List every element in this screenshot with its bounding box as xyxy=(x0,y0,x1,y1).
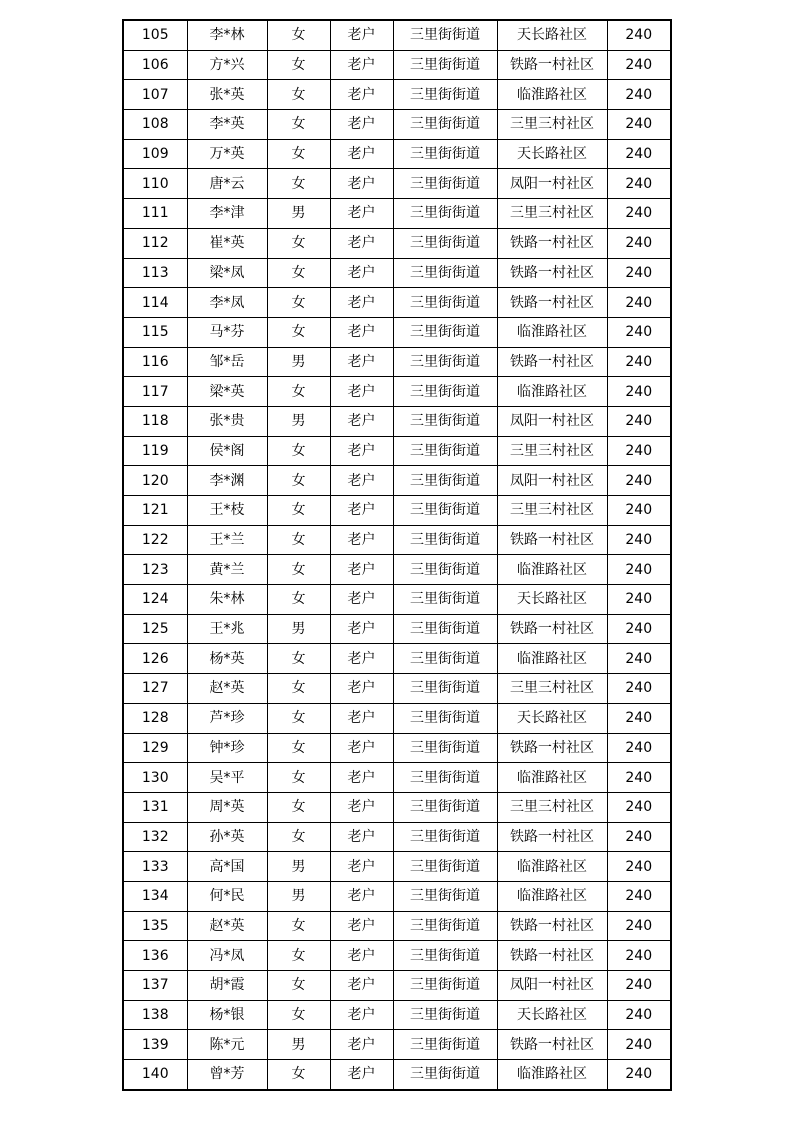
table-row xyxy=(123,1030,671,1060)
table-row xyxy=(123,881,671,911)
row-number-cell: 116 xyxy=(123,347,187,377)
name-cell: 崔*英 xyxy=(187,228,267,258)
table-row xyxy=(123,644,671,674)
name-cell: 李*津 xyxy=(187,199,267,229)
name-cell: 万*英 xyxy=(187,139,267,169)
gender-cell: 女 xyxy=(267,525,330,555)
community-cell: 天长路社区 xyxy=(497,585,607,615)
household-type-cell: 老户 xyxy=(330,258,393,288)
amount-cell: 240 xyxy=(607,703,671,733)
gender-cell: 女 xyxy=(267,110,330,140)
name-cell: 芦*珍 xyxy=(187,703,267,733)
table-row xyxy=(123,585,671,615)
gender-cell: 女 xyxy=(267,228,330,258)
amount-cell: 240 xyxy=(607,169,671,199)
amount-cell: 240 xyxy=(607,1000,671,1030)
gender-cell: 女 xyxy=(267,1060,330,1090)
household-type-cell: 老户 xyxy=(330,941,393,971)
gender-cell: 女 xyxy=(267,941,330,971)
name-cell: 陈*元 xyxy=(187,1030,267,1060)
row-number-cell: 135 xyxy=(123,911,187,941)
name-cell: 梁*凤 xyxy=(187,258,267,288)
amount-cell: 240 xyxy=(607,1060,671,1090)
street-cell: 三里街街道 xyxy=(393,288,497,318)
amount-cell: 240 xyxy=(607,733,671,763)
row-number-cell: 118 xyxy=(123,406,187,436)
row-number-cell: 112 xyxy=(123,228,187,258)
table-row xyxy=(123,496,671,526)
street-cell: 三里街街道 xyxy=(393,110,497,140)
row-number-cell: 120 xyxy=(123,466,187,496)
amount-cell: 240 xyxy=(607,674,671,704)
name-cell: 孙*英 xyxy=(187,822,267,852)
name-cell: 钟*珍 xyxy=(187,733,267,763)
household-type-cell: 老户 xyxy=(330,199,393,229)
street-cell: 三里街街道 xyxy=(393,1000,497,1030)
gender-cell: 男 xyxy=(267,614,330,644)
community-cell: 三里三村社区 xyxy=(497,199,607,229)
table-row xyxy=(123,674,671,704)
table-row xyxy=(123,941,671,971)
community-cell: 临淮路社区 xyxy=(497,555,607,585)
street-cell: 三里街街道 xyxy=(393,20,497,50)
community-cell: 铁路一村社区 xyxy=(497,1030,607,1060)
gender-cell: 男 xyxy=(267,881,330,911)
name-cell: 李*凤 xyxy=(187,288,267,318)
gender-cell: 女 xyxy=(267,20,330,50)
community-cell: 临淮路社区 xyxy=(497,317,607,347)
household-type-cell: 老户 xyxy=(330,466,393,496)
gender-cell: 女 xyxy=(267,466,330,496)
street-cell: 三里街街道 xyxy=(393,436,497,466)
table-row xyxy=(123,80,671,110)
row-number-cell: 138 xyxy=(123,1000,187,1030)
household-type-cell: 老户 xyxy=(330,733,393,763)
amount-cell: 240 xyxy=(607,911,671,941)
row-number-cell: 122 xyxy=(123,525,187,555)
amount-cell: 240 xyxy=(607,585,671,615)
row-number-cell: 132 xyxy=(123,822,187,852)
amount-cell: 240 xyxy=(607,436,671,466)
row-number-cell: 127 xyxy=(123,674,187,704)
gender-cell: 男 xyxy=(267,406,330,436)
household-type-cell: 老户 xyxy=(330,110,393,140)
household-type-cell: 老户 xyxy=(330,822,393,852)
street-cell: 三里街街道 xyxy=(393,525,497,555)
amount-cell: 240 xyxy=(607,406,671,436)
table-row xyxy=(123,614,671,644)
gender-cell: 女 xyxy=(267,258,330,288)
community-cell: 铁路一村社区 xyxy=(497,733,607,763)
household-type-cell: 老户 xyxy=(330,674,393,704)
name-cell: 邹*岳 xyxy=(187,347,267,377)
household-type-cell: 老户 xyxy=(330,169,393,199)
amount-cell: 240 xyxy=(607,50,671,80)
street-cell: 三里街街道 xyxy=(393,644,497,674)
table-body xyxy=(123,20,671,1090)
community-cell: 铁路一村社区 xyxy=(497,614,607,644)
community-cell: 临淮路社区 xyxy=(497,644,607,674)
amount-cell: 240 xyxy=(607,139,671,169)
name-cell: 吴*平 xyxy=(187,763,267,793)
community-cell: 临淮路社区 xyxy=(497,80,607,110)
community-cell: 铁路一村社区 xyxy=(497,911,607,941)
household-type-cell: 老户 xyxy=(330,763,393,793)
row-number-cell: 126 xyxy=(123,644,187,674)
amount-cell: 240 xyxy=(607,347,671,377)
community-cell: 凤阳一村社区 xyxy=(497,406,607,436)
street-cell: 三里街街道 xyxy=(393,822,497,852)
street-cell: 三里街街道 xyxy=(393,733,497,763)
community-cell: 三里三村社区 xyxy=(497,792,607,822)
table-row xyxy=(123,20,671,50)
gender-cell: 女 xyxy=(267,377,330,407)
community-cell: 三里三村社区 xyxy=(497,436,607,466)
table-row xyxy=(123,1000,671,1030)
community-cell: 铁路一村社区 xyxy=(497,347,607,377)
table-row xyxy=(123,971,671,1001)
row-number-cell: 106 xyxy=(123,50,187,80)
household-type-cell: 老户 xyxy=(330,496,393,526)
name-cell: 朱*林 xyxy=(187,585,267,615)
row-number-cell: 117 xyxy=(123,377,187,407)
household-type-cell: 老户 xyxy=(330,288,393,318)
name-cell: 冯*凤 xyxy=(187,941,267,971)
household-type-cell: 老户 xyxy=(330,347,393,377)
row-number-cell: 131 xyxy=(123,792,187,822)
street-cell: 三里街街道 xyxy=(393,496,497,526)
gender-cell: 女 xyxy=(267,50,330,80)
street-cell: 三里街街道 xyxy=(393,703,497,733)
name-cell: 赵*英 xyxy=(187,911,267,941)
name-cell: 张*英 xyxy=(187,80,267,110)
table-row xyxy=(123,911,671,941)
row-number-cell: 107 xyxy=(123,80,187,110)
name-cell: 杨*英 xyxy=(187,644,267,674)
community-cell: 铁路一村社区 xyxy=(497,822,607,852)
community-cell: 天长路社区 xyxy=(497,139,607,169)
row-number-cell: 129 xyxy=(123,733,187,763)
community-cell: 三里三村社区 xyxy=(497,674,607,704)
table-row xyxy=(123,1060,671,1090)
amount-cell: 240 xyxy=(607,881,671,911)
row-number-cell: 139 xyxy=(123,1030,187,1060)
community-cell: 临淮路社区 xyxy=(497,1060,607,1090)
row-number-cell: 137 xyxy=(123,971,187,1001)
name-cell: 张*贵 xyxy=(187,406,267,436)
street-cell: 三里街街道 xyxy=(393,80,497,110)
gender-cell: 男 xyxy=(267,1030,330,1060)
street-cell: 三里街街道 xyxy=(393,169,497,199)
table-row xyxy=(123,288,671,318)
street-cell: 三里街街道 xyxy=(393,377,497,407)
household-type-cell: 老户 xyxy=(330,585,393,615)
household-type-cell: 老户 xyxy=(330,80,393,110)
household-type-cell: 老户 xyxy=(330,317,393,347)
amount-cell: 240 xyxy=(607,20,671,50)
gender-cell: 女 xyxy=(267,763,330,793)
gender-cell: 女 xyxy=(267,555,330,585)
street-cell: 三里街街道 xyxy=(393,674,497,704)
row-number-cell: 121 xyxy=(123,496,187,526)
table-row xyxy=(123,525,671,555)
table-row xyxy=(123,822,671,852)
amount-cell: 240 xyxy=(607,466,671,496)
household-type-cell: 老户 xyxy=(330,555,393,585)
table-row xyxy=(123,406,671,436)
row-number-cell: 111 xyxy=(123,199,187,229)
street-cell: 三里街街道 xyxy=(393,852,497,882)
street-cell: 三里街街道 xyxy=(393,258,497,288)
community-cell: 三里三村社区 xyxy=(497,110,607,140)
row-number-cell: 130 xyxy=(123,763,187,793)
street-cell: 三里街街道 xyxy=(393,347,497,377)
community-cell: 铁路一村社区 xyxy=(497,525,607,555)
gender-cell: 女 xyxy=(267,674,330,704)
name-cell: 周*英 xyxy=(187,792,267,822)
row-number-cell: 115 xyxy=(123,317,187,347)
table-row xyxy=(123,466,671,496)
household-type-cell: 老户 xyxy=(330,1060,393,1090)
gender-cell: 女 xyxy=(267,911,330,941)
community-cell: 铁路一村社区 xyxy=(497,288,607,318)
gender-cell: 男 xyxy=(267,852,330,882)
household-type-cell: 老户 xyxy=(330,971,393,1001)
amount-cell: 240 xyxy=(607,288,671,318)
community-cell: 凤阳一村社区 xyxy=(497,971,607,1001)
community-cell: 铁路一村社区 xyxy=(497,941,607,971)
name-cell: 王*兆 xyxy=(187,614,267,644)
name-cell: 曾*芳 xyxy=(187,1060,267,1090)
amount-cell: 240 xyxy=(607,80,671,110)
street-cell: 三里街街道 xyxy=(393,1060,497,1090)
row-number-cell: 134 xyxy=(123,881,187,911)
row-number-cell: 123 xyxy=(123,555,187,585)
gender-cell: 女 xyxy=(267,644,330,674)
table-row xyxy=(123,733,671,763)
street-cell: 三里街街道 xyxy=(393,1030,497,1060)
community-cell: 铁路一村社区 xyxy=(497,258,607,288)
name-cell: 胡*霞 xyxy=(187,971,267,1001)
community-cell: 临淮路社区 xyxy=(497,852,607,882)
name-cell: 李*林 xyxy=(187,20,267,50)
street-cell: 三里街街道 xyxy=(393,228,497,258)
row-number-cell: 108 xyxy=(123,110,187,140)
street-cell: 三里街街道 xyxy=(393,941,497,971)
community-cell: 天长路社区 xyxy=(497,1000,607,1030)
street-cell: 三里街街道 xyxy=(393,555,497,585)
gender-cell: 女 xyxy=(267,822,330,852)
record-table xyxy=(122,19,672,1091)
household-type-cell: 老户 xyxy=(330,50,393,80)
community-cell: 天长路社区 xyxy=(497,20,607,50)
street-cell: 三里街街道 xyxy=(393,614,497,644)
gender-cell: 女 xyxy=(267,169,330,199)
street-cell: 三里街街道 xyxy=(393,881,497,911)
household-type-cell: 老户 xyxy=(330,703,393,733)
gender-cell: 女 xyxy=(267,496,330,526)
amount-cell: 240 xyxy=(607,763,671,793)
name-cell: 高*国 xyxy=(187,852,267,882)
street-cell: 三里街街道 xyxy=(393,911,497,941)
table-row xyxy=(123,317,671,347)
gender-cell: 女 xyxy=(267,317,330,347)
street-cell: 三里街街道 xyxy=(393,466,497,496)
row-number-cell: 114 xyxy=(123,288,187,318)
gender-cell: 女 xyxy=(267,792,330,822)
name-cell: 黄*兰 xyxy=(187,555,267,585)
amount-cell: 240 xyxy=(607,110,671,140)
table-row xyxy=(123,228,671,258)
name-cell: 唐*云 xyxy=(187,169,267,199)
table-row xyxy=(123,50,671,80)
gender-cell: 女 xyxy=(267,288,330,318)
name-cell: 方*兴 xyxy=(187,50,267,80)
community-cell: 天长路社区 xyxy=(497,703,607,733)
name-cell: 李*英 xyxy=(187,110,267,140)
amount-cell: 240 xyxy=(607,199,671,229)
row-number-cell: 136 xyxy=(123,941,187,971)
gender-cell: 男 xyxy=(267,199,330,229)
row-number-cell: 110 xyxy=(123,169,187,199)
household-type-cell: 老户 xyxy=(330,911,393,941)
household-type-cell: 老户 xyxy=(330,1030,393,1060)
table-row xyxy=(123,792,671,822)
name-cell: 李*渊 xyxy=(187,466,267,496)
name-cell: 赵*英 xyxy=(187,674,267,704)
row-number-cell: 119 xyxy=(123,436,187,466)
household-type-cell: 老户 xyxy=(330,852,393,882)
street-cell: 三里街街道 xyxy=(393,792,497,822)
gender-cell: 女 xyxy=(267,1000,330,1030)
name-cell: 王*枝 xyxy=(187,496,267,526)
amount-cell: 240 xyxy=(607,941,671,971)
gender-cell: 女 xyxy=(267,436,330,466)
amount-cell: 240 xyxy=(607,852,671,882)
name-cell: 侯*阁 xyxy=(187,436,267,466)
household-type-cell: 老户 xyxy=(330,406,393,436)
row-number-cell: 128 xyxy=(123,703,187,733)
gender-cell: 女 xyxy=(267,139,330,169)
name-cell: 何*民 xyxy=(187,881,267,911)
amount-cell: 240 xyxy=(607,822,671,852)
amount-cell: 240 xyxy=(607,525,671,555)
amount-cell: 240 xyxy=(607,496,671,526)
gender-cell: 女 xyxy=(267,971,330,1001)
gender-cell: 男 xyxy=(267,347,330,377)
table-row xyxy=(123,139,671,169)
table-row xyxy=(123,199,671,229)
amount-cell: 240 xyxy=(607,377,671,407)
community-cell: 临淮路社区 xyxy=(497,763,607,793)
amount-cell: 240 xyxy=(607,258,671,288)
street-cell: 三里街街道 xyxy=(393,971,497,1001)
street-cell: 三里街街道 xyxy=(393,50,497,80)
row-number-cell: 133 xyxy=(123,852,187,882)
table-row xyxy=(123,555,671,585)
row-number-cell: 113 xyxy=(123,258,187,288)
amount-cell: 240 xyxy=(607,228,671,258)
amount-cell: 240 xyxy=(607,792,671,822)
street-cell: 三里街街道 xyxy=(393,317,497,347)
gender-cell: 女 xyxy=(267,703,330,733)
community-cell: 凤阳一村社区 xyxy=(497,169,607,199)
street-cell: 三里街街道 xyxy=(393,406,497,436)
table-row xyxy=(123,763,671,793)
household-type-cell: 老户 xyxy=(330,377,393,407)
amount-cell: 240 xyxy=(607,614,671,644)
household-type-cell: 老户 xyxy=(330,792,393,822)
table-row xyxy=(123,258,671,288)
household-type-cell: 老户 xyxy=(330,1000,393,1030)
table-row xyxy=(123,347,671,377)
community-cell: 临淮路社区 xyxy=(497,377,607,407)
household-type-cell: 老户 xyxy=(330,525,393,555)
name-cell: 梁*英 xyxy=(187,377,267,407)
gender-cell: 女 xyxy=(267,80,330,110)
household-type-cell: 老户 xyxy=(330,644,393,674)
table-row xyxy=(123,169,671,199)
table-row xyxy=(123,377,671,407)
street-cell: 三里街街道 xyxy=(393,139,497,169)
table-row xyxy=(123,110,671,140)
household-type-cell: 老户 xyxy=(330,139,393,169)
household-type-cell: 老户 xyxy=(330,614,393,644)
household-type-cell: 老户 xyxy=(330,228,393,258)
amount-cell: 240 xyxy=(607,1030,671,1060)
table-row xyxy=(123,703,671,733)
street-cell: 三里街街道 xyxy=(393,763,497,793)
community-cell: 三里三村社区 xyxy=(497,496,607,526)
row-number-cell: 140 xyxy=(123,1060,187,1090)
household-type-cell: 老户 xyxy=(330,20,393,50)
gender-cell: 女 xyxy=(267,585,330,615)
row-number-cell: 105 xyxy=(123,20,187,50)
community-cell: 铁路一村社区 xyxy=(497,50,607,80)
row-number-cell: 109 xyxy=(123,139,187,169)
street-cell: 三里街街道 xyxy=(393,585,497,615)
table-row xyxy=(123,436,671,466)
community-cell: 临淮路社区 xyxy=(497,881,607,911)
amount-cell: 240 xyxy=(607,555,671,585)
household-type-cell: 老户 xyxy=(330,881,393,911)
name-cell: 马*芬 xyxy=(187,317,267,347)
community-cell: 凤阳一村社区 xyxy=(497,466,607,496)
name-cell: 杨*银 xyxy=(187,1000,267,1030)
name-cell: 王*兰 xyxy=(187,525,267,555)
street-cell: 三里街街道 xyxy=(393,199,497,229)
community-cell: 铁路一村社区 xyxy=(497,228,607,258)
household-type-cell: 老户 xyxy=(330,436,393,466)
gender-cell: 女 xyxy=(267,733,330,763)
table-row xyxy=(123,852,671,882)
row-number-cell: 124 xyxy=(123,585,187,615)
row-number-cell: 125 xyxy=(123,614,187,644)
amount-cell: 240 xyxy=(607,317,671,347)
amount-cell: 240 xyxy=(607,971,671,1001)
amount-cell: 240 xyxy=(607,644,671,674)
